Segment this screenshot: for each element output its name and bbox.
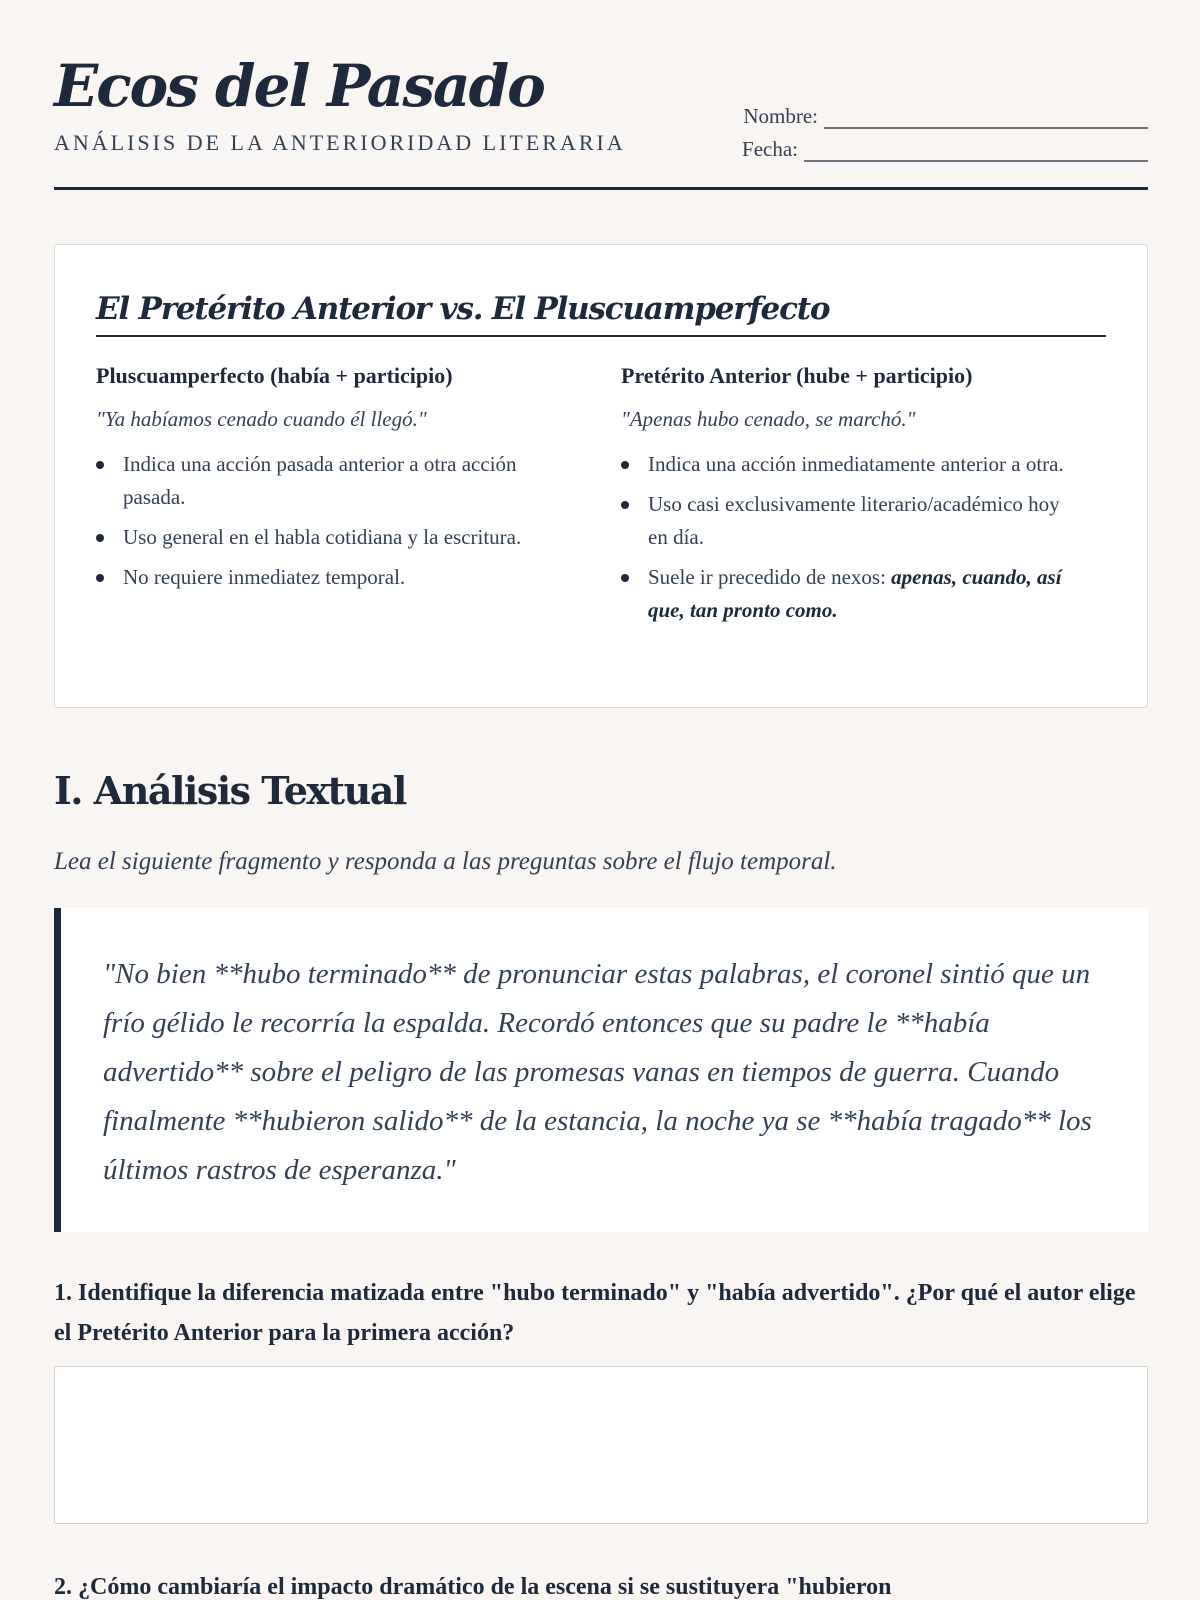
list-item — [96, 448, 556, 514]
list-item-text: Suele ir precedido de nexos: — [648, 565, 892, 589]
date-field[interactable] — [804, 140, 1148, 162]
question-1: 1. Identifique la diferencia matizada entre "hubo terminado" y "había advertido". ¿Por qué el autor elige el Pretérito Anterior para la primera acción? — [54, 1280, 1136, 1346]
column-example: "Ya habíamos cenado cuando él llegó." — [96, 407, 427, 431]
date-label: Fecha: — [742, 137, 798, 161]
feature-list — [96, 448, 556, 594]
question-2: 2. ¿Cómo cambiaría el impacto dramático de la escena si se sustituyera "hubieron — [54, 1574, 892, 1600]
list-item — [96, 561, 556, 594]
list-item-text: Indica una acción pasada anterior a otra acción pasada. — [123, 452, 517, 509]
list-item — [621, 448, 1081, 481]
bullet-icon — [621, 501, 629, 509]
worksheet-subtitle: ANÁLISIS DE LA ANTERIORIDAD LITERARIA — [54, 130, 626, 155]
name-field[interactable] — [824, 107, 1148, 129]
student-info — [718, 96, 1148, 162]
list-item — [621, 561, 1081, 627]
list-item-text: No requiere inmediatez temporal. — [123, 565, 406, 589]
worksheet-title: Ecos del Pasado — [54, 52, 544, 120]
answer-field-1[interactable] — [54, 1366, 1148, 1524]
column-heading: Pluscuamperfecto (había + participio) — [96, 363, 453, 388]
list-item-text: Uso general en el habla cotidiana y la escritura. — [123, 525, 522, 549]
feature-list — [621, 448, 1081, 627]
section-title: I. Análisis Textual — [54, 768, 406, 813]
name-row — [718, 96, 1148, 129]
worksheet-header — [54, 0, 1148, 190]
column-example: "Apenas hubo cenado, se marchó." — [621, 407, 916, 431]
worksheet-page — [54, 0, 1148, 1600]
literary-passage — [54, 908, 1148, 1232]
list-item-text: Indica una acción inmediatamente anterior a otra. — [648, 452, 1064, 476]
list-item-text: Uso casi exclusivamente literario/académico hoy en día. — [648, 492, 1060, 549]
list-item — [96, 521, 556, 554]
bullet-icon — [621, 574, 629, 582]
list-item — [621, 488, 1081, 554]
bullet-icon — [621, 461, 629, 469]
section-instructions: Lea el siguiente fragmento y responda a las preguntas sobre el flujo temporal. — [54, 848, 837, 875]
column-heading: Pretérito Anterior (hube + participio) — [621, 363, 973, 388]
date-row — [718, 129, 1148, 162]
bullet-icon — [96, 461, 104, 469]
nexos-list: apenas, cuando, así que, tan pronto como. — [648, 565, 1062, 622]
comparison-title: El Pretérito Anterior vs. El Pluscuamperfecto — [96, 291, 1106, 337]
pluscuamperfecto-column — [96, 363, 556, 601]
comparison-card — [54, 244, 1148, 708]
passage-text: "No bien **hubo terminado** de pronunciar estas palabras, el coronel sintió que un frío gélido le recorría la espalda. Recordó entonces que su padre le **había advertido** sobre el peligro de las promesas vanas en tiempos de guerra. Cuando finalmente **hubieron salido** de la estancia, la noche ya se **había tragado** los últimos rastros de esperanza." — [103, 958, 1092, 1186]
bullet-icon — [96, 534, 104, 542]
name-label: Nombre: — [743, 104, 818, 128]
bullet-icon — [96, 574, 104, 582]
preterito-anterior-column — [621, 363, 1081, 634]
